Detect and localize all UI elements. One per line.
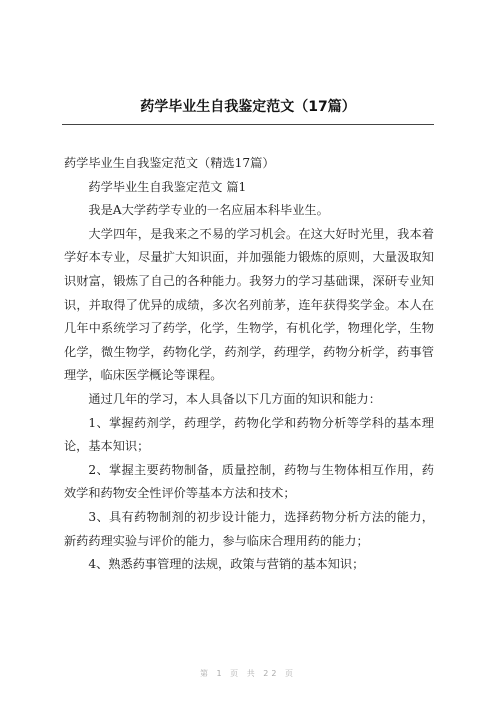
page-number: 第 1 页 共 22 页 [200, 669, 296, 678]
paragraph-subtitle: 药学毕业生自我鉴定范文（精选17篇） [64, 156, 275, 170]
paragraph: 通过几年的学习，本人具备以下几方面的知识和能力： [88, 391, 381, 406]
paragraph: 大学四年，是我来之不易的学习机会。在这大好时光里，我本着学好本专业，尽量扩大知识面，并加强能力锻炼的原则，大量汲取知识财富，锻炼了自己的各种能力。我努力的学习基础课，深研专业知识，并取得了优异的成绩，多次名列前茅，连年获得奖学金。本人在几年中系统学习了药学，化学，生物学，有机化学，物理化学，生物化学，微生物学，药物化学，药剂学，药理学，药物分析学，药事管理学，临床医学概论等课程。 [64, 226, 434, 383]
list-item: 4、熟悉药事管理的法规，政策与营销的基本知识； [88, 557, 365, 572]
list-item: 1、掌握药剂学，药理学，药物化学和药物分析等学科的基本理论，基本知识； [64, 415, 434, 454]
list-item: 2、掌握主要药物制备，质量控制，药物与生物体相互作用，药效学和药物安全性评价等基本方法和技术； [64, 462, 434, 501]
title-divider [62, 124, 434, 125]
document-title: 药学毕业生自我鉴定范文（17篇） [140, 99, 356, 115]
paragraph: 我是A大学药学专业的一名应届本科毕业生。 [88, 203, 329, 218]
list-item: 3、具有药物制剂的初步设计能力，选择药物分析方法的能力，新药药理实验与评价的能力，参与临床合理用药的能力； [64, 509, 434, 548]
paragraph-section-heading: 药学毕业生自我鉴定范文 篇1 [88, 179, 247, 194]
document-body [64, 152, 434, 577]
